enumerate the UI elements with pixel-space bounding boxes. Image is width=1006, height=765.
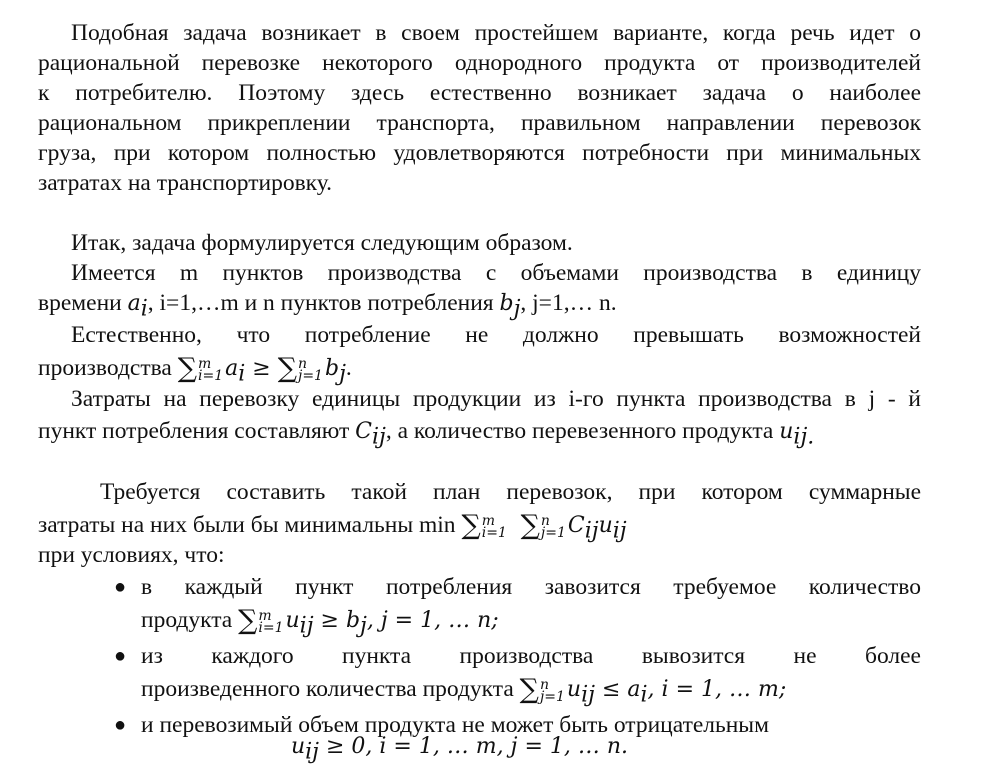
formula-line [141,673,921,708]
list-item [114,641,921,708]
math-var-c: C [567,513,585,538]
sum-upper: m [481,512,495,529]
paragraph-intro [38,18,921,198]
math-var-u: u [290,734,306,759]
text-fragment: произведенного количества продукта [141,676,520,702]
text-line: к потребителю. Поэтому здесь естественно возникает задача о наиболее [38,80,921,106]
list-item [114,572,921,639]
math-subscript: j [339,361,346,387]
text-line: Требуется составить такой план перевозок, при котором суммарные [100,479,921,505]
formula-content [290,733,629,765]
sum-upper: n [540,512,550,529]
text-fragment: , а количество перевезенного продукта [385,418,780,444]
paragraph-balance-condition [38,320,921,387]
math-subscript: ij [584,518,599,544]
math-subscript: ij [372,424,386,450]
sum-symbol: ∑ [177,353,197,384]
sum-symbol: ∑ [461,510,481,541]
text-line [38,416,921,450]
formula-line [141,604,921,639]
text-line: при условиях, что: [38,542,225,568]
math-subscript: j [360,613,367,639]
sum-symbol: ∑ [238,605,258,636]
bullet-icon: ● [114,576,127,598]
sum-lower: j=1 [540,524,566,541]
math-ge: ≥ [245,356,278,381]
text-fragment: производства [38,355,178,381]
paragraph-conditions [38,540,921,570]
sum-limits [481,512,507,541]
math-var-u: u [598,513,613,538]
sum-upper: n [297,355,308,372]
math-var-u: u [285,608,300,633]
math-var-c: C [355,419,373,444]
math-subscript: ij. [793,424,815,450]
math-var-u: u [779,419,794,444]
formula-line [38,509,921,544]
sum-symbol: ∑ [277,353,297,384]
math-tail: , j = 1, … n; [366,608,499,633]
sum-upper: m [197,355,212,372]
math-subscript: ij [305,739,319,765]
text-line: затратах на транспортировку. [38,170,333,196]
text-line: из каждого пункта производства вывозится не более [141,643,921,669]
text-line: в каждый пункт потребления завозится требуемое количество [141,574,921,600]
math-subscript: ij [612,518,627,544]
text-line: рациональной перевозке некоторого однородного продукта от производителей [38,50,921,76]
text-fragment: . [345,355,352,381]
text-line: груза, при котором полностью удовлетворяются потребности при минимальных [38,140,921,166]
math-subscript: ij [299,613,314,639]
math-tail: , i = 1, … m; [647,677,787,702]
text-fragment: продукта [141,607,239,633]
text-fragment: времени [38,290,128,316]
math-var-a: a [627,677,641,702]
sum-lower: j=1 [297,367,323,384]
formula-nonnegativity [38,731,921,765]
text-line: Итак, задача формулируется следующим образом. [71,230,573,256]
text-fragment: , i=1,…m и n пунктов потребления [147,290,500,316]
text-fragment: пункт потребления составляют [38,418,356,444]
paragraph-costs [38,384,921,450]
sum-limits [539,676,565,705]
text-line: Естественно, что потребление не должно превышать возможностей [71,322,921,348]
sum-lower: i=1 [481,524,507,541]
bullet-icon: ● [114,714,127,736]
math-var-b: b [499,291,514,316]
sum-limits [197,355,224,384]
text-line: Имеется m пунктов производства с объемами производства в единицу [71,260,921,286]
math-tail: ≥ 0, i = 1, … m, j = 1, … n. [318,734,629,759]
sum-limits [258,607,284,636]
formula-line [38,352,921,387]
sum-symbol: ∑ [519,674,539,705]
sum-upper: m [258,607,272,624]
math-subscript: i [238,361,246,387]
conditions-list [114,572,921,740]
math-subscript: i [140,296,148,322]
sum-limits [297,355,323,384]
text-fragment: затраты на них были бы минимальны min [38,512,462,538]
math-var-a: a [225,356,239,381]
text-line: рациональном прикреплении транспорта, правильном направлении перевозок [38,110,921,136]
text-line: Подобная задача возникает в своем простейшем варианте, когда речь идет о [71,20,921,46]
math-var-b: b [345,608,361,633]
text-line [38,288,921,322]
math-ge: ≥ [313,608,346,633]
sum-limits [540,512,566,541]
sum-lower: i=1 [258,619,284,636]
paragraph-formulation [38,228,921,258]
text-line: и перевозимый объем продукта не может быть отрицательным [141,712,769,738]
math-le: ≤ [594,677,628,702]
math-var-u: u [566,677,582,702]
math-subscript: i [640,682,648,708]
bullet-icon: ● [114,645,127,667]
text-line: Затраты на перевозку единицы продукции из i-го пункта производства в j - й [71,386,921,412]
sum-symbol: ∑ [520,510,540,541]
text-fragment: , j=1,… n. [520,290,617,316]
sum-upper: n [539,676,549,693]
math-var-a: a [127,291,141,316]
paragraph-objective [38,477,921,544]
paragraph-production-points [38,258,921,322]
math-subscript: ij [581,682,595,708]
math-var-b: b [324,356,340,381]
math-subscript: j [513,296,521,322]
sum-lower: i=1 [197,367,224,384]
sum-lower: j=1 [539,688,565,705]
